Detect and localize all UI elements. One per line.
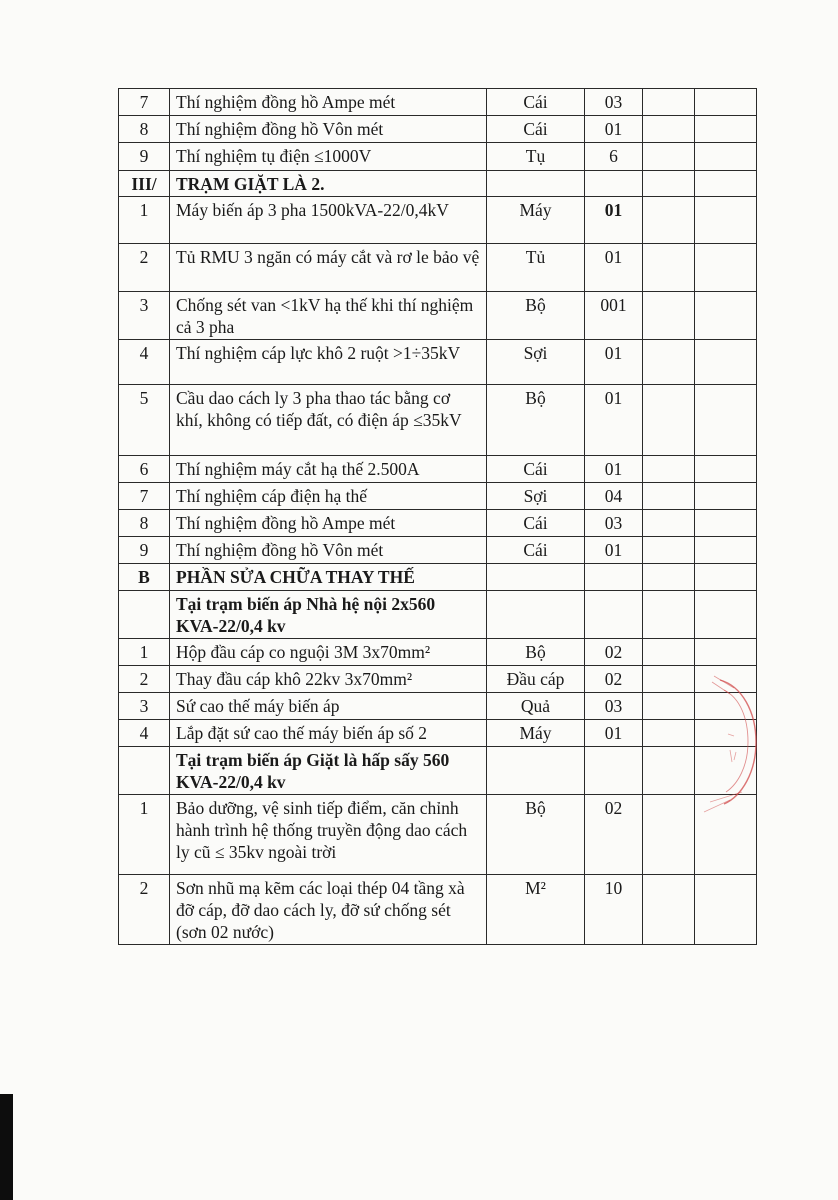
row-quantity: 01 bbox=[585, 720, 643, 747]
row-number bbox=[119, 591, 170, 639]
row-empty-cell bbox=[643, 693, 695, 720]
row-empty-cell bbox=[643, 875, 695, 945]
row-empty-cell bbox=[643, 456, 695, 483]
table-row bbox=[119, 510, 757, 537]
row-unit bbox=[487, 591, 585, 639]
table-row bbox=[119, 197, 757, 244]
row-quantity: 01 bbox=[585, 116, 643, 143]
table-row bbox=[119, 116, 757, 143]
row-description: Máy biến áp 3 pha 1500kVA-22/0,4kV bbox=[170, 197, 487, 244]
row-empty-cell bbox=[643, 591, 695, 639]
table-row bbox=[119, 720, 757, 747]
row-empty-cell bbox=[643, 537, 695, 564]
row-description: Thí nghiệm đồng hồ Vôn mét bbox=[170, 116, 487, 143]
row-quantity bbox=[585, 171, 643, 197]
row-empty-cell bbox=[695, 875, 757, 945]
row-number: 3 bbox=[119, 292, 170, 340]
row-empty-cell bbox=[643, 292, 695, 340]
row-unit: Cái bbox=[487, 89, 585, 116]
row-quantity: 03 bbox=[585, 89, 643, 116]
table-row bbox=[119, 795, 757, 875]
row-number: 5 bbox=[119, 385, 170, 456]
row-quantity bbox=[585, 747, 643, 795]
row-unit: Máy bbox=[487, 720, 585, 747]
row-number: 4 bbox=[119, 340, 170, 385]
items-table-body bbox=[119, 89, 757, 945]
row-description: Sơn nhũ mạ kẽm các loại thép 04 tầng xà đỡ cáp, đỡ dao cách ly, đỡ sứ chống sét (sơn 02 nước) bbox=[170, 875, 487, 945]
row-unit bbox=[487, 171, 585, 197]
row-empty-cell bbox=[695, 564, 757, 591]
table-row bbox=[119, 244, 757, 292]
row-quantity: 01 bbox=[585, 456, 643, 483]
row-unit: Sợi bbox=[487, 340, 585, 385]
row-description: Thí nghiệm cáp điện hạ thế bbox=[170, 483, 487, 510]
row-description: PHẦN SỬA CHỮA THAY THẾ bbox=[170, 564, 487, 591]
row-description: Cầu dao cách ly 3 pha thao tác bằng cơ khí, không có tiếp đất, có điện áp ≤35kV bbox=[170, 385, 487, 456]
row-unit: Cái bbox=[487, 510, 585, 537]
row-number: 1 bbox=[119, 639, 170, 666]
row-unit: Sợi bbox=[487, 483, 585, 510]
row-empty-cell bbox=[695, 483, 757, 510]
row-empty-cell bbox=[695, 591, 757, 639]
row-unit: Bộ bbox=[487, 639, 585, 666]
row-description: Hộp đầu cáp co nguội 3M 3x70mm² bbox=[170, 639, 487, 666]
row-unit: Cái bbox=[487, 537, 585, 564]
row-number: 4 bbox=[119, 720, 170, 747]
row-empty-cell bbox=[695, 116, 757, 143]
row-description: Lắp đặt sứ cao thế máy biến áp số 2 bbox=[170, 720, 487, 747]
row-description: Tại trạm biến áp Giặt là hấp sấy 560 KVA-22/0,4 kv bbox=[170, 747, 487, 795]
table-row bbox=[119, 591, 757, 639]
row-empty-cell bbox=[643, 143, 695, 171]
row-unit bbox=[487, 564, 585, 591]
row-description: Chống sét van <1kV hạ thế khi thí nghiệm cả 3 pha bbox=[170, 292, 487, 340]
row-description: Thí nghiệm đồng hồ Ampe mét bbox=[170, 510, 487, 537]
row-description: TRẠM GIẶT LÀ 2. bbox=[170, 171, 487, 197]
row-unit: M² bbox=[487, 875, 585, 945]
table-row bbox=[119, 666, 757, 693]
row-empty-cell bbox=[643, 171, 695, 197]
row-number: 9 bbox=[119, 537, 170, 564]
row-number: 8 bbox=[119, 116, 170, 143]
row-quantity: 02 bbox=[585, 639, 643, 666]
row-empty-cell bbox=[695, 143, 757, 171]
row-empty-cell bbox=[695, 456, 757, 483]
row-number: 6 bbox=[119, 456, 170, 483]
row-empty-cell bbox=[643, 483, 695, 510]
table-row bbox=[119, 564, 757, 591]
row-unit: Máy bbox=[487, 197, 585, 244]
row-empty-cell bbox=[695, 537, 757, 564]
row-description: Thí nghiệm đồng hồ Vôn mét bbox=[170, 537, 487, 564]
row-empty-cell bbox=[695, 171, 757, 197]
scan-edge-shadow bbox=[0, 1094, 13, 1200]
table-row bbox=[119, 171, 757, 197]
row-description: Thay đầu cáp khô 22kv 3x70mm² bbox=[170, 666, 487, 693]
row-quantity: 04 bbox=[585, 483, 643, 510]
row-number: 8 bbox=[119, 510, 170, 537]
row-empty-cell bbox=[695, 340, 757, 385]
row-number: 3 bbox=[119, 693, 170, 720]
row-number: B bbox=[119, 564, 170, 591]
table-row bbox=[119, 143, 757, 171]
row-description: Thí nghiệm đồng hồ Ampe mét bbox=[170, 89, 487, 116]
row-description: Thí nghiệm máy cắt hạ thế 2.500A bbox=[170, 456, 487, 483]
row-empty-cell bbox=[643, 747, 695, 795]
row-empty-cell bbox=[643, 116, 695, 143]
row-quantity bbox=[585, 591, 643, 639]
row-empty-cell bbox=[695, 89, 757, 116]
row-empty-cell bbox=[643, 720, 695, 747]
row-number: 2 bbox=[119, 666, 170, 693]
row-number: 9 bbox=[119, 143, 170, 171]
row-quantity: 01 bbox=[585, 197, 643, 244]
row-unit: Bộ bbox=[487, 292, 585, 340]
row-quantity: 02 bbox=[585, 795, 643, 875]
items-table bbox=[118, 88, 757, 945]
row-empty-cell bbox=[643, 564, 695, 591]
row-empty-cell bbox=[695, 385, 757, 456]
table-row bbox=[119, 639, 757, 666]
row-description: Thí nghiệm tụ điện ≤1000V bbox=[170, 143, 487, 171]
row-unit bbox=[487, 747, 585, 795]
row-empty-cell bbox=[643, 385, 695, 456]
row-empty-cell bbox=[643, 639, 695, 666]
row-description: Tủ RMU 3 ngăn có máy cắt và rơ le bảo vệ bbox=[170, 244, 487, 292]
row-empty-cell bbox=[695, 639, 757, 666]
row-empty-cell bbox=[695, 510, 757, 537]
table-row bbox=[119, 340, 757, 385]
row-description: Bảo dưỡng, vệ sinh tiếp điểm, căn chỉnh hành trình hệ thống truyền động dao cách ly cũ ≤ 35kv ngoài trời bbox=[170, 795, 487, 875]
row-quantity: 001 bbox=[585, 292, 643, 340]
row-empty-cell bbox=[695, 197, 757, 244]
red-stamp-seal bbox=[690, 672, 760, 832]
table-row bbox=[119, 483, 757, 510]
row-quantity bbox=[585, 564, 643, 591]
table-row bbox=[119, 385, 757, 456]
row-empty-cell bbox=[643, 197, 695, 244]
row-empty-cell bbox=[643, 89, 695, 116]
row-number bbox=[119, 747, 170, 795]
row-empty-cell bbox=[643, 510, 695, 537]
row-unit: Tụ bbox=[487, 143, 585, 171]
row-quantity: 02 bbox=[585, 666, 643, 693]
row-number: 2 bbox=[119, 244, 170, 292]
row-quantity: 03 bbox=[585, 510, 643, 537]
row-unit: Bộ bbox=[487, 795, 585, 875]
table-row bbox=[119, 89, 757, 116]
table-row bbox=[119, 292, 757, 340]
row-number: 2 bbox=[119, 875, 170, 945]
row-quantity: 03 bbox=[585, 693, 643, 720]
row-quantity: 01 bbox=[585, 385, 643, 456]
row-description: Sứ cao thế máy biến áp bbox=[170, 693, 487, 720]
row-empty-cell bbox=[643, 244, 695, 292]
row-number: 7 bbox=[119, 89, 170, 116]
row-number: 1 bbox=[119, 197, 170, 244]
row-empty-cell bbox=[643, 666, 695, 693]
table-row bbox=[119, 693, 757, 720]
row-description: Tại trạm biến áp Nhà hệ nội 2x560 KVA-22/0,4 kv bbox=[170, 591, 487, 639]
row-unit: Quả bbox=[487, 693, 585, 720]
table-row bbox=[119, 747, 757, 795]
row-quantity: 01 bbox=[585, 537, 643, 564]
row-unit: Cái bbox=[487, 456, 585, 483]
row-quantity: 01 bbox=[585, 244, 643, 292]
row-unit: Bộ bbox=[487, 385, 585, 456]
row-number: 1 bbox=[119, 795, 170, 875]
row-quantity: 10 bbox=[585, 875, 643, 945]
row-empty-cell bbox=[695, 292, 757, 340]
row-number: 7 bbox=[119, 483, 170, 510]
row-empty-cell bbox=[695, 244, 757, 292]
table-row bbox=[119, 537, 757, 564]
row-unit: Đầu cáp bbox=[487, 666, 585, 693]
row-quantity: 6 bbox=[585, 143, 643, 171]
table-row bbox=[119, 875, 757, 945]
table-row bbox=[119, 456, 757, 483]
row-quantity: 01 bbox=[585, 340, 643, 385]
row-unit: Tủ bbox=[487, 244, 585, 292]
row-number: III/ bbox=[119, 171, 170, 197]
row-empty-cell bbox=[643, 340, 695, 385]
row-description: Thí nghiệm cáp lực khô 2 ruột >1÷35kV bbox=[170, 340, 487, 385]
row-unit: Cái bbox=[487, 116, 585, 143]
row-empty-cell bbox=[643, 795, 695, 875]
